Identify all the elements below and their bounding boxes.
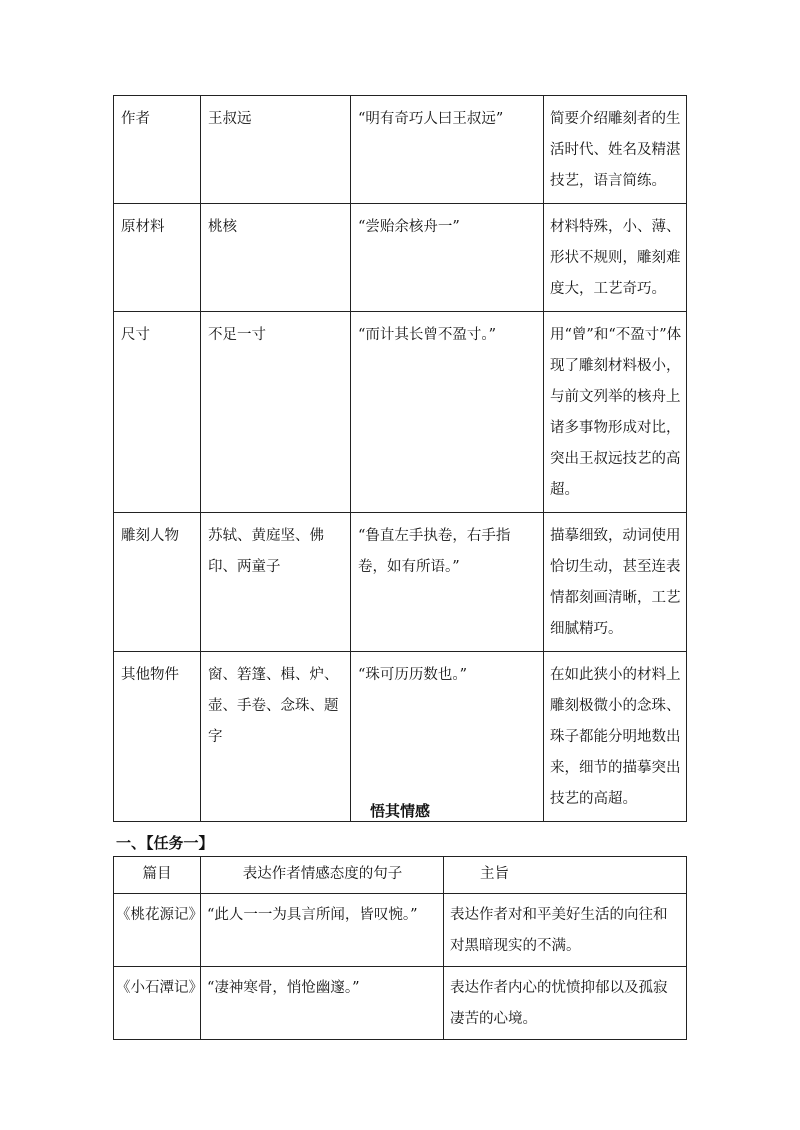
row-quote: “鲁直左手执卷，右手指卷，如有所语。”	[351, 513, 544, 652]
row-label: 原材料	[114, 204, 201, 312]
row-analysis: 描摹细致，动词使用恰切生动，甚至连表情都刻画清晰，工艺细腻精巧。	[544, 513, 687, 652]
section-title: 悟其情感	[369, 802, 430, 820]
row-quote: “明有奇巧人曰王叔远”	[351, 96, 544, 204]
row-subject: 不足一寸	[201, 312, 351, 513]
table-row	[114, 96, 687, 204]
table-row	[114, 652, 687, 822]
row-analysis: 材料特殊，小、薄、形状不规则，雕刻难度大，工艺奇巧。	[544, 204, 687, 312]
row-quote: “而计其长曾不盈寸。”	[351, 312, 544, 513]
row-quote: “珠可历历数也。”	[351, 652, 544, 822]
table-row	[114, 312, 687, 513]
table-row	[114, 967, 687, 1040]
row-theme: 表达作者内心的忧愤抑郁以及孤寂凄苦的心境。	[444, 967, 687, 1040]
row-sentence: “此人一一为具言所闻，皆叹惋。”	[201, 894, 444, 967]
row-subject: 苏轼、黄庭坚、佛印、两童子	[201, 513, 351, 652]
row-subject: 桃核	[201, 204, 351, 312]
row-label: 作者	[114, 96, 201, 204]
row-analysis: 用“曾”和“不盈寸”体现了雕刻材料极小，与前文列举的核舟上诸多事物形成对比，突出王叔远技艺的高超。	[544, 312, 687, 513]
column-header: 篇目	[114, 857, 201, 894]
row-sentence: “凄神寒骨，悄怆幽邃。”	[201, 967, 444, 1040]
column-header: 表达作者情感态度的句子	[201, 857, 444, 894]
row-analysis: 简要介绍雕刻者的生活时代、姓名及精湛技艺，语言简练。	[544, 96, 687, 204]
row-theme: 表达作者对和平美好生活的向往和对黑暗现实的不满。	[444, 894, 687, 967]
row-title: 《小石潭记》	[114, 967, 201, 1040]
table-header-row	[114, 857, 687, 894]
emotion-table	[113, 856, 687, 1040]
column-header: 主旨	[444, 857, 687, 894]
row-label: 尺寸	[114, 312, 201, 513]
table-row	[114, 894, 687, 967]
table-row	[114, 513, 687, 652]
row-subject: 王叔远	[201, 96, 351, 204]
carving-analysis-table	[113, 95, 687, 822]
row-label: 雕刻人物	[114, 513, 201, 652]
row-analysis: 在如此狭小的材料上雕刻极微小的念珠、珠子都能分明地数出来，细节的描摹突出技艺的高超。	[544, 652, 687, 822]
row-quote: “尝贻余核舟一”	[351, 204, 544, 312]
row-title: 《桃花源记》	[114, 894, 201, 967]
table-row	[114, 204, 687, 312]
row-subject: 窗、箬篷、楫、炉、壶、手卷、念珠、题字	[201, 652, 351, 822]
task-heading: 一、【任务一】	[116, 834, 214, 852]
row-label: 其他物件	[114, 652, 201, 822]
